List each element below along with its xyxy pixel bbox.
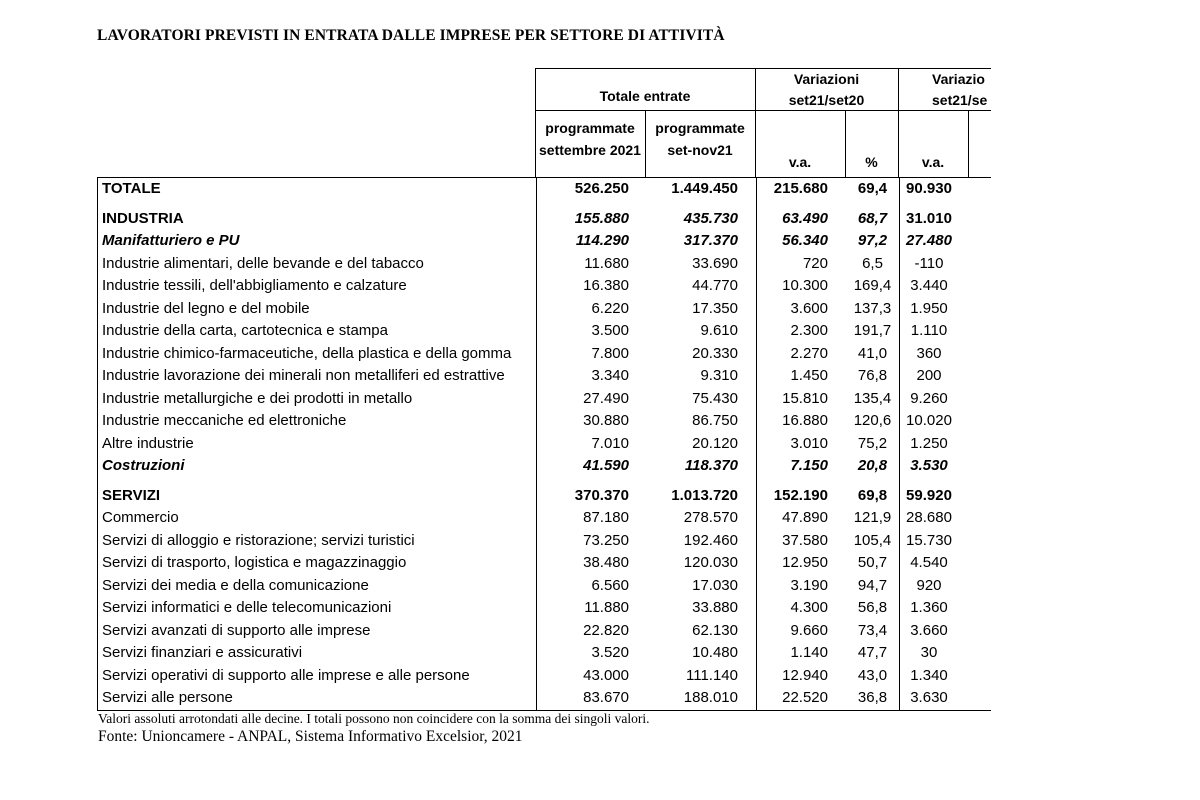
cell-value: 11.680 bbox=[584, 254, 629, 272]
table-row bbox=[98, 253, 991, 276]
cell-value: 9.660 bbox=[790, 621, 828, 639]
cell-value: 30 bbox=[920, 644, 938, 661]
cell-value: 20.330 bbox=[692, 344, 738, 362]
cell-value: 2.300 bbox=[790, 322, 828, 339]
cell-value: 111.140 bbox=[686, 666, 738, 684]
row-label: Commercio bbox=[102, 509, 179, 526]
cell-value: 87.180 bbox=[583, 509, 629, 526]
cell-value: 114.290 bbox=[575, 232, 629, 249]
cell-value: 137,3 bbox=[853, 299, 892, 317]
cell-value: 43.000 bbox=[583, 666, 629, 684]
cell-value: 63.490 bbox=[782, 209, 828, 227]
cell-value: 3.010 bbox=[790, 434, 828, 452]
cell-value: 62.130 bbox=[692, 621, 738, 639]
row-label: Industrie lavorazione dei minerali non metalliferi ed estrattive bbox=[102, 367, 505, 384]
table-row bbox=[98, 410, 991, 433]
table-row bbox=[98, 433, 991, 456]
page-title: LAVORATORI PREVISTI IN ENTRATA DALLE IMPRESE PER SETTORE DI ATTIVITÀ bbox=[97, 27, 725, 44]
cell-value: 120.030 bbox=[683, 554, 738, 571]
table-row bbox=[98, 230, 991, 253]
cell-value: 73,4 bbox=[857, 621, 888, 639]
cell-value: 4.540 bbox=[910, 554, 948, 571]
cell-value: 4.300 bbox=[790, 599, 828, 616]
cell-value: 38.480 bbox=[583, 554, 629, 571]
cell-value: 33.880 bbox=[692, 599, 738, 616]
header-variazioni2-line1: Variazio bbox=[932, 71, 985, 87]
cell-value: 7.010 bbox=[591, 434, 629, 452]
row-label: INDUSTRIA bbox=[102, 209, 184, 227]
table-row bbox=[98, 530, 991, 553]
cell-value: 135,4 bbox=[853, 389, 892, 407]
divider-line bbox=[756, 178, 757, 710]
cell-value: 526.250 bbox=[574, 180, 629, 197]
table-row bbox=[98, 365, 991, 388]
row-label: Servizi di trasporto, logistica e magazzinaggio bbox=[102, 554, 407, 571]
cell-value: 27.480 bbox=[906, 232, 952, 249]
cell-value: 20,8 bbox=[857, 457, 888, 474]
cell-value: 1.110 bbox=[910, 322, 948, 339]
cell-value: 73.250 bbox=[583, 531, 629, 549]
cell-value: 10.020 bbox=[906, 412, 952, 429]
cell-value: 15.810 bbox=[782, 389, 828, 407]
cell-value: 43,0 bbox=[857, 666, 888, 684]
row-label: Industrie meccaniche ed elettroniche bbox=[102, 412, 347, 429]
cell-value: 152.190 bbox=[773, 486, 828, 504]
cell-value: 69,4 bbox=[857, 180, 888, 197]
row-label: Industrie chimico-farmaceutiche, della plastica e della gomma bbox=[102, 344, 512, 362]
cell-value: 56,8 bbox=[857, 599, 888, 616]
table-row bbox=[98, 620, 991, 643]
cell-value: 6.560 bbox=[591, 576, 629, 594]
cell-value: 56.340 bbox=[782, 232, 828, 249]
row-label: TOTALE bbox=[102, 180, 161, 197]
table-row bbox=[98, 275, 991, 298]
table-row bbox=[98, 642, 991, 665]
table-row bbox=[98, 485, 991, 508]
cell-value: 3.660 bbox=[910, 621, 948, 639]
row-label: Servizi di alloggio e ristorazione; servizi turistici bbox=[102, 531, 415, 549]
cell-value: 11.880 bbox=[584, 599, 629, 616]
row-label: Industrie della carta, cartotecnica e stampa bbox=[102, 322, 388, 339]
cell-value: 16.880 bbox=[782, 412, 828, 429]
cell-value: 3.340 bbox=[591, 367, 629, 384]
cell-value: 1.250 bbox=[910, 434, 948, 452]
cell-value: 192.460 bbox=[683, 531, 738, 549]
cell-value: 41.590 bbox=[583, 457, 629, 474]
footnote: Valori assoluti arrotondati alle decine. I totali possono non coincidere con la somma dei singoli valori. bbox=[98, 711, 650, 726]
cell-value: 90.930 bbox=[906, 180, 952, 197]
cell-value: 317.370 bbox=[683, 232, 738, 249]
cell-value: 9.610 bbox=[700, 322, 738, 339]
cell-value: 22.520 bbox=[782, 689, 828, 706]
cell-value: 435.730 bbox=[683, 209, 738, 227]
cell-value: 59.920 bbox=[906, 486, 952, 504]
table-inner bbox=[97, 68, 991, 711]
table-body bbox=[97, 177, 991, 711]
cell-value: 76,8 bbox=[857, 367, 888, 384]
cell-value: 6,5 bbox=[862, 254, 883, 272]
divider-line bbox=[968, 110, 969, 177]
row-label: Industrie alimentari, delle bevande e del tabacco bbox=[102, 254, 424, 272]
cell-value: 120,6 bbox=[853, 412, 892, 429]
row-label: Industrie metallurgiche e dei prodotti in metallo bbox=[102, 389, 413, 407]
cell-value: 47.890 bbox=[782, 509, 828, 526]
header-percent: % bbox=[865, 154, 878, 170]
cell-value: 1.340 bbox=[910, 666, 948, 684]
cell-value: 22.820 bbox=[583, 621, 629, 639]
cell-value: 17.350 bbox=[692, 299, 738, 317]
cell-value: 1.140 bbox=[790, 644, 828, 661]
table-row bbox=[98, 178, 991, 201]
row-label: Servizi operativi di supporto alle imprese e alle persone bbox=[102, 666, 470, 684]
source-line: Fonte: Unioncamere - ANPAL, Sistema Informativo Excelsior, 2021 bbox=[98, 728, 523, 745]
cell-value: 7.150 bbox=[790, 457, 828, 474]
cell-value: 1.360 bbox=[910, 599, 948, 616]
cell-value: 10.480 bbox=[692, 644, 738, 661]
cell-value: 3.530 bbox=[910, 457, 948, 474]
cell-value: 278.570 bbox=[683, 509, 738, 526]
cell-value: 200 bbox=[916, 367, 942, 384]
cell-value: 1.950 bbox=[910, 299, 948, 317]
row-label: Servizi informatici e delle telecomunicazioni bbox=[102, 599, 392, 616]
cell-value: 3.600 bbox=[790, 299, 828, 317]
cell-value: 69,8 bbox=[857, 486, 888, 504]
header-va-2: v.a. bbox=[921, 154, 945, 170]
cell-value: 118.370 bbox=[684, 457, 738, 474]
cell-value: 1.450 bbox=[790, 367, 828, 384]
row-label: SERVIZI bbox=[102, 486, 161, 504]
row-label: Industrie tessili, dell'abbigliamento e calzature bbox=[102, 277, 407, 294]
cell-value: 155.880 bbox=[574, 209, 629, 227]
cell-value: 1.449.450 bbox=[671, 180, 738, 197]
cell-value: 27.490 bbox=[583, 389, 629, 407]
cell-value: 12.940 bbox=[782, 666, 828, 684]
header-variazioni-set21-set20 bbox=[755, 69, 898, 111]
table-row bbox=[98, 597, 991, 620]
row-label: Servizi alle persone bbox=[102, 689, 233, 706]
header-programmate-settembre: programmate settembre 2021 bbox=[539, 120, 641, 158]
row-label: Industrie del legno e del mobile bbox=[102, 299, 310, 317]
header-variazioni-cutoff bbox=[898, 69, 991, 111]
row-label: Manifatturiero e PU bbox=[102, 232, 240, 249]
header-variazioni2-line2: set21/se bbox=[932, 92, 988, 108]
cell-value: 17.030 bbox=[692, 576, 738, 594]
header-variazioni-line1: Variazioni bbox=[793, 71, 860, 87]
cell-value: 9.310 bbox=[700, 367, 738, 384]
cell-value: 33.690 bbox=[692, 254, 738, 272]
table-row bbox=[98, 298, 991, 321]
cell-value: 47,7 bbox=[857, 644, 888, 661]
cell-value: 6.220 bbox=[591, 299, 629, 317]
cell-value: 50,7 bbox=[857, 554, 888, 571]
cell-value: 10.300 bbox=[782, 277, 828, 294]
cell-value: 360 bbox=[916, 344, 942, 362]
cell-value: 215.680 bbox=[773, 180, 828, 197]
table-row bbox=[98, 552, 991, 575]
header-programmate-setnov: programmate set-nov21 bbox=[655, 120, 745, 158]
cell-value: 3.520 bbox=[591, 644, 629, 661]
cell-value: 9.260 bbox=[910, 389, 948, 407]
cell-value: 28.680 bbox=[906, 509, 952, 526]
table-row bbox=[98, 507, 991, 530]
cell-value: 2.270 bbox=[790, 344, 828, 362]
header-variazioni-line2: set21/set20 bbox=[788, 92, 865, 108]
cell-value: 36,8 bbox=[857, 689, 888, 706]
cell-value: 75.430 bbox=[692, 389, 738, 407]
cell-value: 20.120 bbox=[692, 434, 738, 452]
cell-value: 97,2 bbox=[857, 232, 888, 249]
row-label: Servizi finanziari e assicurativi bbox=[102, 644, 303, 661]
table-row bbox=[98, 208, 991, 231]
table-row bbox=[98, 320, 991, 343]
cell-value: 105,4 bbox=[853, 531, 892, 549]
cell-value: 44.770 bbox=[692, 277, 738, 294]
cell-value: 3.440 bbox=[910, 277, 948, 294]
cell-value: 370.370 bbox=[574, 486, 629, 504]
table-header bbox=[97, 68, 991, 177]
table-row bbox=[98, 388, 991, 411]
table-row bbox=[98, 455, 991, 478]
cell-value: 75,2 bbox=[857, 434, 888, 452]
header-va-1: v.a. bbox=[788, 154, 812, 170]
cell-value: 7.800 bbox=[591, 344, 629, 362]
table-row bbox=[98, 665, 991, 688]
cell-value: 94,7 bbox=[857, 576, 888, 594]
header-totale-entrate: Totale entrate bbox=[599, 88, 691, 104]
table-row bbox=[98, 575, 991, 598]
cell-value: 41,0 bbox=[857, 344, 888, 362]
row-label: Servizi avanzati di supporto alle imprese bbox=[102, 621, 371, 639]
cell-value: 188.010 bbox=[683, 689, 738, 706]
cell-value: 86.750 bbox=[692, 412, 738, 429]
cell-value: 3.500 bbox=[591, 322, 629, 339]
cell-value: 169,4 bbox=[853, 277, 892, 294]
row-label: Servizi dei media e della comunicazione bbox=[102, 576, 369, 594]
cell-value: 3.190 bbox=[790, 576, 828, 594]
cell-value: 121,9 bbox=[853, 509, 892, 526]
table-row bbox=[98, 343, 991, 366]
divider-line bbox=[899, 178, 900, 710]
cell-value: 1.013.720 bbox=[671, 486, 738, 504]
cell-value: 83.670 bbox=[583, 689, 629, 706]
cell-value: 191,7 bbox=[853, 322, 892, 339]
row-label: Altre industrie bbox=[102, 434, 194, 452]
row-label: Costruzioni bbox=[102, 457, 185, 474]
cell-value: 12.950 bbox=[782, 554, 828, 571]
cell-value: 15.730 bbox=[906, 531, 952, 549]
table-row bbox=[98, 687, 991, 710]
cell-value: 3.630 bbox=[910, 689, 948, 706]
cell-value: 16.380 bbox=[583, 277, 629, 294]
cell-value: 920 bbox=[916, 576, 942, 594]
cell-value: 720 bbox=[802, 254, 828, 272]
data-table bbox=[97, 68, 991, 713]
cell-value: 30.880 bbox=[583, 412, 629, 429]
cell-value: 37.580 bbox=[782, 531, 828, 549]
cell-value: 68,7 bbox=[857, 209, 888, 227]
divider-line bbox=[536, 178, 537, 710]
cell-value: -110 bbox=[914, 254, 944, 272]
cell-value: 31.010 bbox=[906, 209, 952, 227]
